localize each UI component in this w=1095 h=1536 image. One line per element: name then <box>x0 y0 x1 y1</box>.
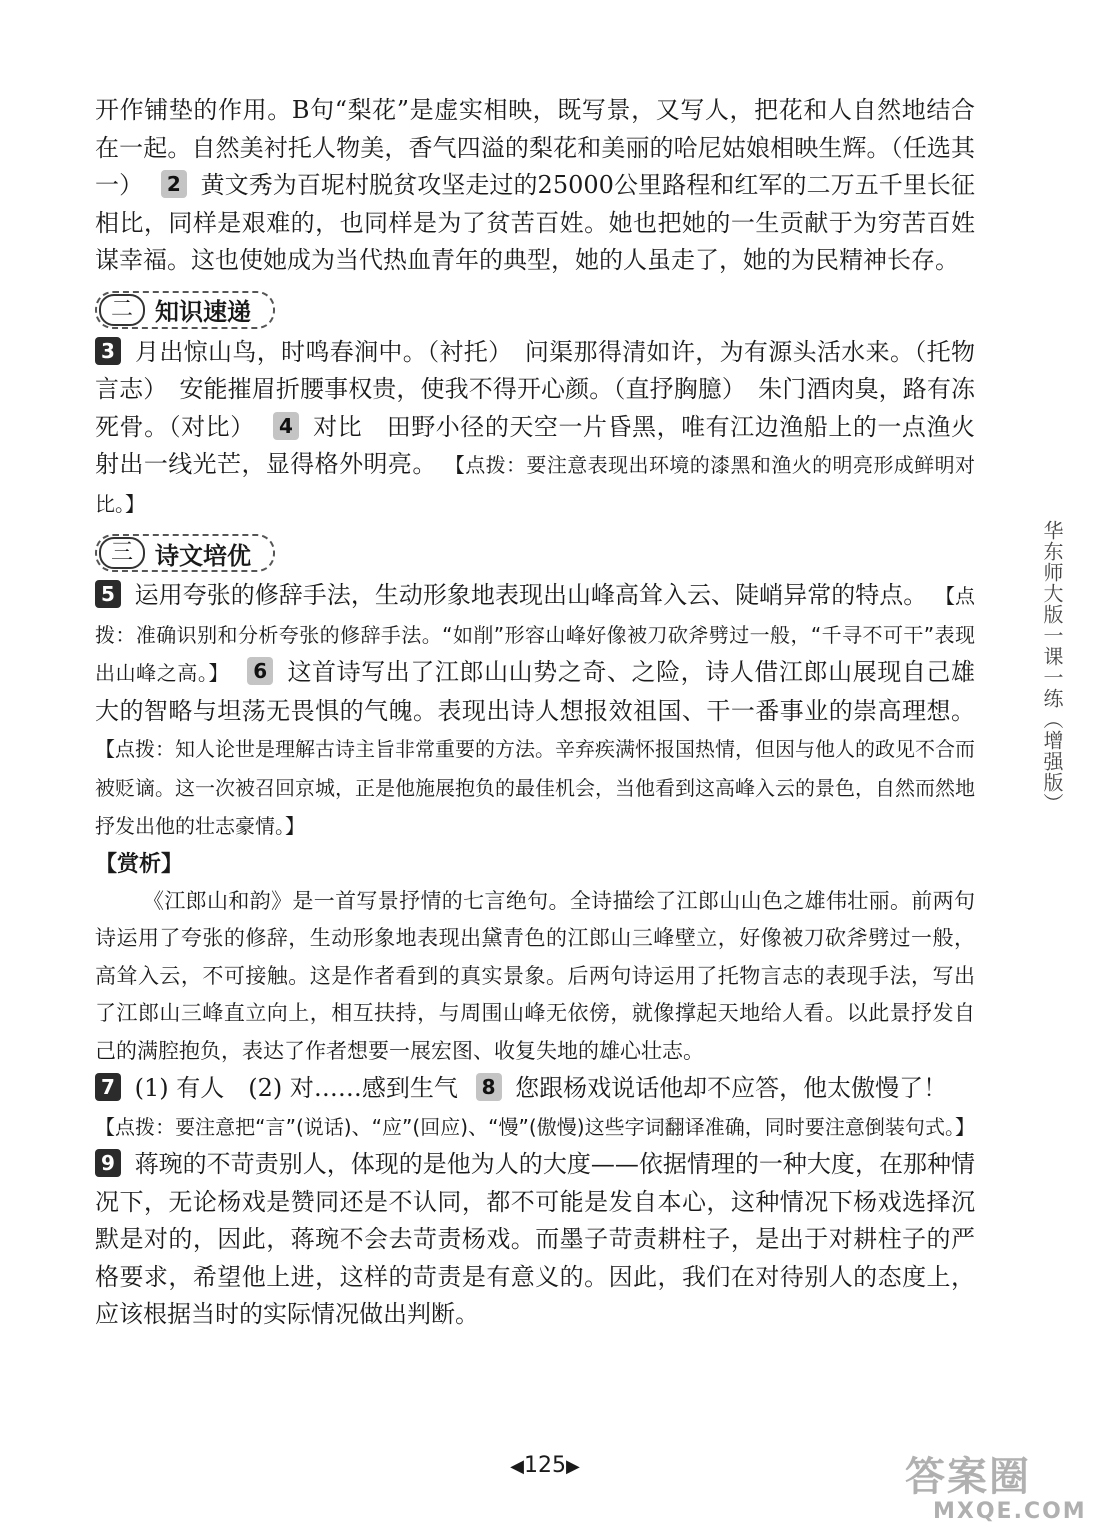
question-badge-2: 2 <box>161 170 187 198</box>
question-badge-3: 3 <box>95 337 121 365</box>
intro-text-b: 黄文秀为百坭村脱贫攻坚走过的25000公里路程和红军的二万五千里长征相比，同样是艰难的，也同样是为了贫苦百姓。她也把她的一生贡献于为穷苦百姓谋幸福。这也使她成为当代热血青年的典型，她的人虽走了，她的为民精神长存。 <box>95 171 975 274</box>
appreciation-heading: 【赏析】 <box>95 851 184 877</box>
section3-paragraph-2 <box>95 1070 975 1108</box>
watermark-logo-text: 答案圈 <box>905 1454 1031 1500</box>
answer-8-text: 您跟杨戏说话他却不应答，他太傲慢了！ <box>515 1074 948 1102</box>
answer-3-text: 月出惊山鸟，时鸣春涧中。（衬托） 问渠那得清如许，为有源头活水来。（托物言志） 安能摧眉折腰事权贵，使我不得开心颜。（直抒胸臆） 朱门酒肉臭，路有冻死骨。（对比） <box>95 337 975 441</box>
question-badge-6: 6 <box>247 657 273 685</box>
answer-4-text: 对比 田野小径的天空一片昏黑，唯有江边渔船上的一点渔火射出一线光芒，显得格外明亮。 <box>95 412 975 478</box>
section-header-3 <box>95 533 975 573</box>
intro-text-a: 开作铺垫的作用。B句“梨花”是虚实相映，既写景，又写人，把花和人自然地结合在一起。自然美衬托人物美，香气四溢的梨花和美丽的哈尼姑娘相映生辉。（任选其一） <box>95 96 975 199</box>
right-triangle-icon: ▶ <box>566 1456 580 1477</box>
answer-8-note: 【点拨：要注意把“言”(说话)、“应”(回应)、“慢”(傲慢)这些字词翻译准确，同时要注意倒装句式。】 <box>95 1114 975 1139</box>
section-pill-3 <box>95 534 275 572</box>
section-title-3: 诗文培优 <box>155 541 251 570</box>
question-badge-8: 8 <box>476 1073 502 1101</box>
page-number-text: 125 <box>524 1453 566 1478</box>
section-header-2 <box>95 290 975 330</box>
section-title-2: 知识速递 <box>155 298 251 326</box>
answer-page <box>95 92 975 1334</box>
question-badge-4: 4 <box>273 412 299 440</box>
section-pill-2 <box>95 291 275 329</box>
left-triangle-icon: ◀ <box>510 1456 524 1477</box>
section-number-2: 二 <box>99 294 145 326</box>
section-number-3: 三 <box>99 537 145 569</box>
answer-9-text: 蒋琬的不苛责别人，体现的是他为人的大度——依据情理的一种大度，在那种情况下，无论杨戏是赞同还是不认同，都不可能是发自本心，这种情况下杨戏选择沉默是对的，因此，蒋琬不会去苛责杨戏。而墨子苛责耕柱子，是出于对耕柱子的严格要求，希望他上进，这样的苛责是有意义的。因此，我们在对待别人的态度上，应该根据当时的实际情况做出判断。 <box>95 1150 975 1328</box>
question-badge-5: 5 <box>95 580 121 608</box>
answer-5-note: 【点拨：准确识别和分析夸张的修辞手法。“如削”形容山峰好像被刀砍斧劈过一般，“千寻不可干”表现出山峰之高。】 <box>95 584 975 685</box>
answer-4-note: 【点拨：要注意表现出环境的漆黑和渔火的明亮形成鲜明对比。】 <box>95 453 976 516</box>
section3-paragraph-3 <box>95 1108 975 1334</box>
answer-7-text: (1) 有人 (2) 对……感到生气 <box>134 1074 458 1102</box>
page-number <box>490 1453 600 1478</box>
site-watermark <box>905 1455 1085 1530</box>
question-badge-7: 7 <box>95 1073 121 1101</box>
answer-6-note: 【点拨：知人论世是理解古诗主旨非常重要的方法。辛弃疾满怀报国热情，但因与他人的政见不合而被贬谪。这一次被召回京城，正是他施展抱负的最佳机会，当他看到这高峰入云的景色，自然而然地抒发出他的壮志豪情。】 <box>95 737 975 838</box>
intro-paragraph <box>95 92 975 280</box>
section3-paragraph-1 <box>95 577 975 846</box>
answer-6-text: 这首诗写出了江郎山山势之奇、之险，诗人借江郎山展现自己雄大的智略与坦荡无畏惧的气魄。表现出诗人想报效祖国、干一番事业的崇高理想。 <box>95 658 976 725</box>
watermark-url: MXQE.COM <box>933 1499 1087 1524</box>
answer-5-text: 运用夸张的修辞手法，生动形象地表现出山峰高耸入云、陡峭异常的特点。 <box>134 581 928 609</box>
question-badge-9: 9 <box>95 1149 121 1177</box>
section2-paragraph <box>95 334 975 524</box>
book-series-label: 华东师大版一课一练（增强版） <box>1040 520 1064 814</box>
appreciation-text: 《江郎山和韵》是一首写景抒情的七言绝句。全诗描绘了江郎山山色之雄伟壮丽。前两句诗运用了夸张的修辞，生动形象地表现出黛青色的江郎山三峰壁立，好像被刀砍斧劈过一般，高耸入云，不可接触。这是作者看到的真实景象。后两句诗运用了托物言志的表现手法，写出了江郎山三峰直立向上，相互扶持，与周围山峰无依傍，就像撑起天地给人看。以此景抒发自己的满腔抱负，表达了作者想要一展宏图、收复失地的雄心壮志。 <box>95 888 975 1063</box>
